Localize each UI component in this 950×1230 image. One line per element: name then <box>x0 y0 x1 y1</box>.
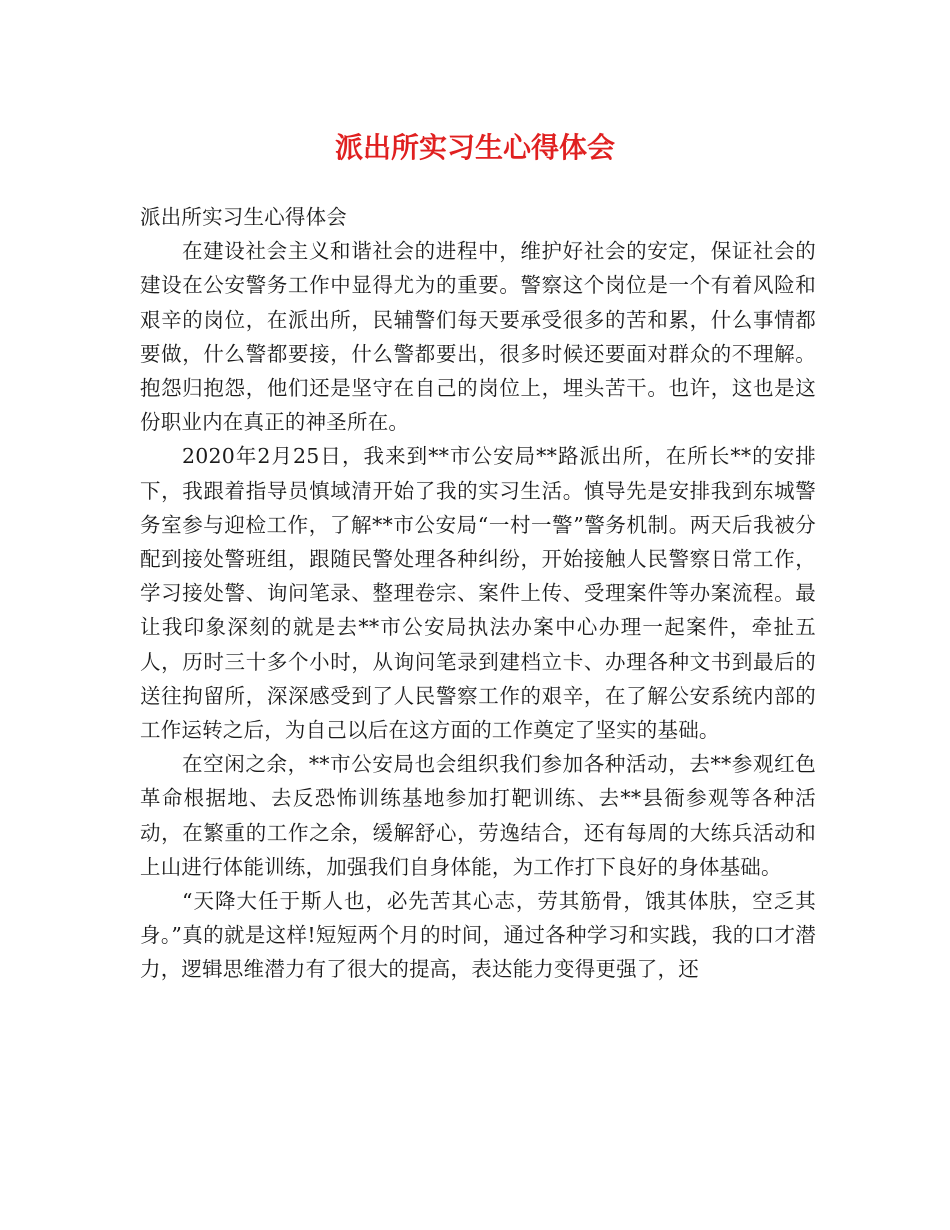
document-body <box>140 200 816 987</box>
paragraph-4: “天降大任于斯人也，必先苦其心志，劳其筋骨，饿其体肤，空乏其身。”真的就是这样!短短两个月的时间，通过各种学习和实践，我的口才潜力，逻辑思维潜力有了很大的提高，表达能力变得更强了，还 <box>140 889 816 982</box>
document-subtitle: 派出所实习生心得体会 <box>140 205 347 229</box>
paragraph-3: 在空闲之余，**市公安局也会组织我们参加各种活动，去**参观红色革命根据地、去反恐怖训练基地参加打靶训练、去**县衙参观等各种活动，在繁重的工作之余，缓解舒心，劳逸结合，还有每周的大练兵活动和上山进行体能训练，加强我们自身体能，为工作打下良好的身体基础。 <box>140 752 816 879</box>
paragraph-2: 2020年2月25日，我来到**市公安局**路派出所，在所长**的安排下，我跟着指导员慎域清开始了我的实习生活。慎导先是安排我到东城警务室参与迎检工作，了解**市公安局“一村一警”警务机制。两天后我被分配到接处警班组，跟随民警处理各种纠纷，开始接触人民警察日常工作，学习接处警、询问笔录、整理卷宗、案件上传、受理案件等办案流程。最让我印象深刻的就是去**市公安局执法办案中心办理一起案件，牵扯五人，历时三十多个小时，从询问笔录到建档立卡、办理各种文书到最后的送往拘留所，深深感受到了人民警察工作的艰辛，在了解公安系统内部的工作运转之后，为自己以后在这方面的工作奠定了坚实的基础。 <box>140 444 816 743</box>
paragraph-1: 在建设社会主义和谐社会的进程中，维护好社会的安定，保证社会的建设在公安警务工作中显得尤为的重要。警察这个岗位是一个有着风险和艰辛的岗位，在派出所，民辅警们每天要承受很多的苦和累，什么事情都要做，什么警都要接，什么警都要出，很多时候还要面对群众的不理解。抱怨归抱怨，他们还是坚守在自己的岗位上，埋头苦干。也许，这也是这份职业内在真正的神圣所在。 <box>140 239 816 435</box>
document-title: 派出所实习生心得体会 <box>334 131 615 164</box>
